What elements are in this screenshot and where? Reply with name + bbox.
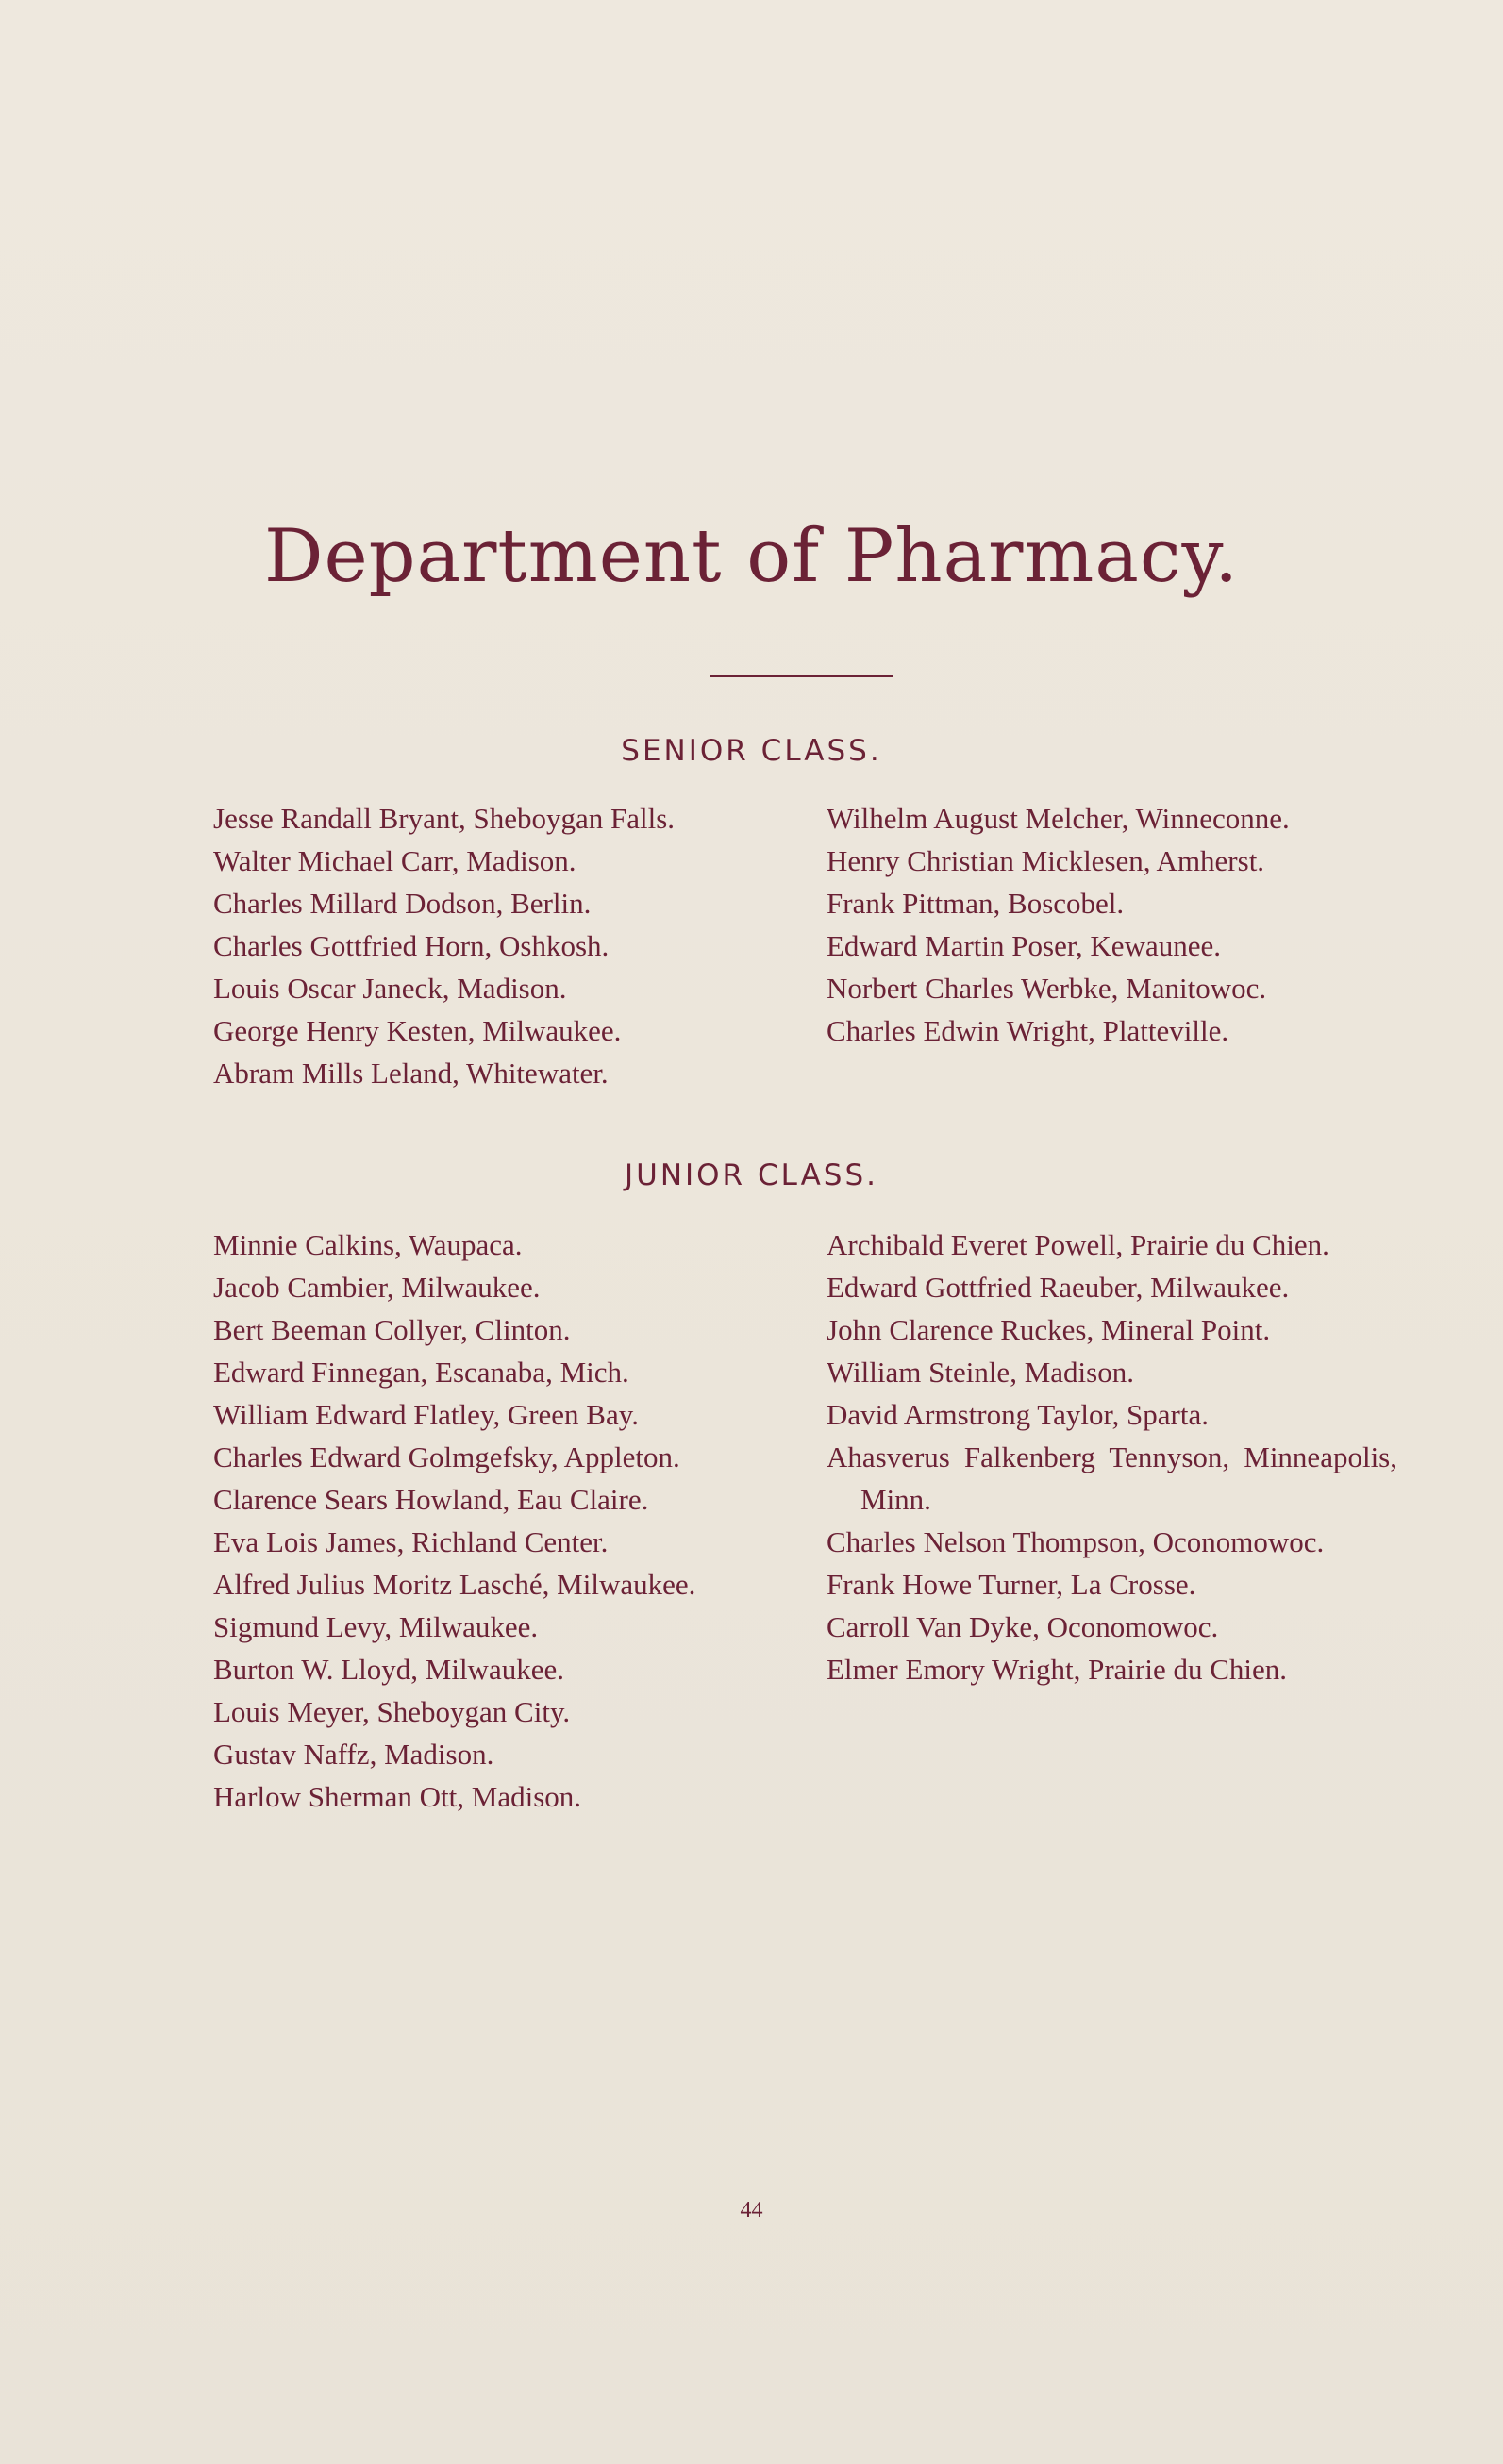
list-item: Archibald Everet Powell, Prairie du Chien. — [827, 1228, 1329, 1261]
list-item: Frank Pittman, Boscobel. — [827, 887, 1125, 920]
list-item: Burton W. Lloyd, Milwaukee. — [213, 1653, 564, 1686]
list-item: George Henry Kesten, Milwaukee. — [213, 1014, 622, 1047]
list-item: Charles Edward Golmgefsky, Appleton. — [213, 1440, 680, 1473]
list-item: Edward Martin Poser, Kewaunee. — [827, 929, 1221, 962]
page-title: Department of Pharmacy. — [263, 514, 1240, 599]
junior-class-heading: JUNIOR CLASS. — [624, 1158, 878, 1192]
list-item: Louis Oscar Janeck, Madison. — [213, 972, 567, 1005]
list-item: Abram Mills Leland, Whitewater. — [213, 1057, 609, 1090]
list-item: Walter Michael Carr, Madison. — [213, 844, 576, 877]
list-item: David Armstrong Taylor, Sparta. — [827, 1398, 1209, 1431]
list-item: Clarence Sears Howland, Eau Claire. — [213, 1483, 649, 1516]
title-divider — [710, 675, 893, 677]
list-item: Norbert Charles Werbke, Manitowoc. — [827, 972, 1267, 1005]
list-item: Henry Christian Micklesen, Amherst. — [827, 844, 1265, 877]
list-item: Edward Gottfried Raeuber, Milwaukee. — [827, 1271, 1290, 1304]
list-item: Charles Edwin Wright, Platteville. — [827, 1014, 1229, 1047]
list-item: Gustav Naffz, Madison. — [213, 1738, 494, 1771]
list-item: Jacob Cambier, Milwaukee. — [213, 1271, 541, 1304]
junior-class-right-column — [827, 1224, 1397, 1690]
list-item: Charles Nelson Thompson, Oconomowoc. — [827, 1525, 1325, 1558]
list-item: Eva Lois James, Richland Center. — [213, 1525, 609, 1558]
list-item: Charles Gottfried Horn, Oshkosh. — [213, 929, 610, 962]
list-item: Sigmund Levy, Milwaukee. — [213, 1610, 539, 1643]
list-item: William Steinle, Madison. — [827, 1356, 1134, 1389]
list-item: Harlow Sherman Ott, Madison. — [213, 1780, 582, 1813]
list-item: John Clarence Ruckes, Mineral Point. — [827, 1313, 1271, 1346]
list-item: Minnie Calkins, Waupaca. — [213, 1228, 523, 1261]
list-item: Bert Beeman Collyer, Clinton. — [213, 1313, 571, 1346]
senior-class-right-column — [827, 797, 1397, 1052]
list-item: Carroll Van Dyke, Oconomowoc. — [827, 1610, 1219, 1643]
senior-class-left-column — [213, 797, 789, 1094]
list-item: Frank Howe Turner, La Crosse. — [827, 1568, 1196, 1601]
list-item: Jesse Randall Bryant, Sheboygan Falls. — [213, 802, 676, 835]
list-item: Wilhelm August Melcher, Winneconne. — [827, 802, 1290, 835]
list-item: Edward Finnegan, Escanaba, Mich. — [213, 1356, 629, 1389]
list-item: Charles Millard Dodson, Berlin. — [213, 887, 592, 920]
list-item: Louis Meyer, Sheboygan City. — [213, 1695, 571, 1728]
list-item: Alfred Julius Moritz Lasché, Milwaukee. — [213, 1568, 696, 1601]
list-item: Elmer Emory Wright, Prairie du Chien. — [827, 1653, 1288, 1686]
page-number: 44 — [740, 2198, 763, 2223]
senior-class-heading: SENIOR CLASS. — [621, 734, 882, 768]
list-item: Ahasverus Falkenberg Tennyson, Minneapolis, Minn. — [827, 1440, 1397, 1516]
junior-class-left-column — [213, 1224, 789, 1818]
list-item: William Edward Flatley, Green Bay. — [213, 1398, 639, 1431]
